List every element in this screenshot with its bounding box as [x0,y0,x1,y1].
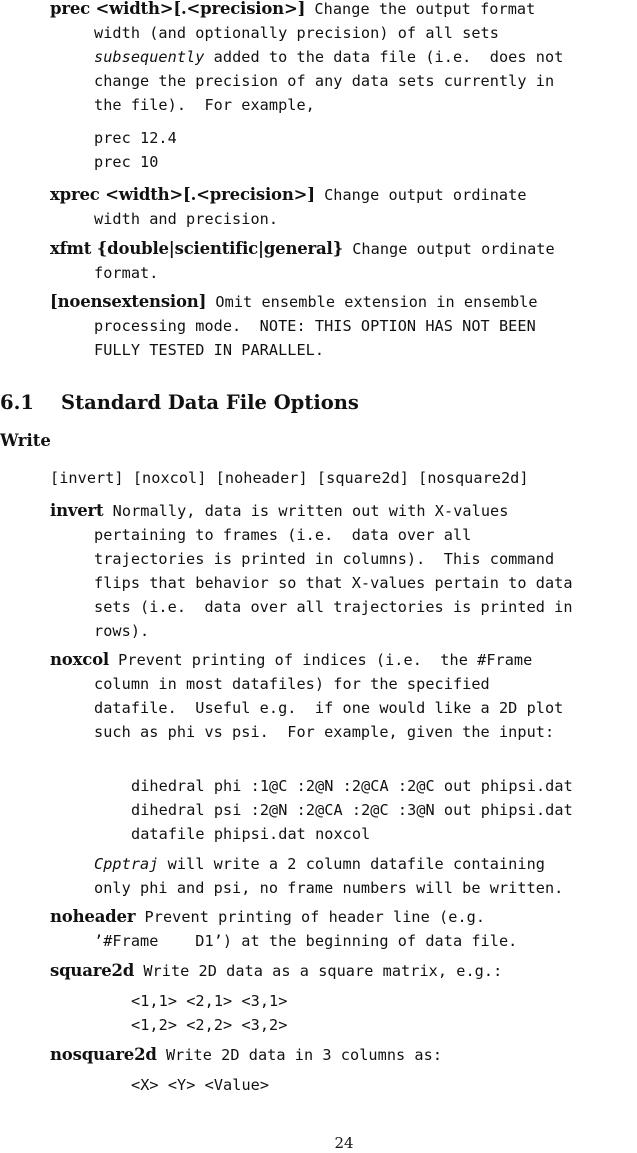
noensextension-desc-line: FULLY TESTED IN PARALLEL. [94,341,325,359]
invert-desc-line: Normally, data is written out with X-values [103,502,509,520]
prec-desc-line: Change the output format [305,0,536,18]
prec-example: prec 12.4 [94,129,177,147]
noxcol-code-line: datafile phipsi.dat noxcol [131,825,371,843]
square2d-entry-line-1 [50,959,502,983]
square2d-code-line: <1,1> <2,1> <3,1> [131,992,288,1010]
xfmt-desc-line: Change output ordinate [343,240,555,258]
noxcol-desc-line: column in most datafiles) for the specified [94,675,490,693]
prec-term: prec <width>[.<precision>] [50,0,306,18]
prec-desc-text: added to the data file (i.e. does not [204,48,564,66]
prec-emphasis: subsequently [94,48,205,66]
xprec-desc-line: Change output ordinate [314,186,527,204]
noxcol-desc-line: Prevent printing of indices (i.e. the #Frame [108,651,533,669]
section-title: Standard Data File Options [61,391,359,414]
nosquare2d-code-line: <X> <Y> <Value> [131,1076,270,1094]
page-number: 24 [334,1134,354,1152]
noxcol-code-line: dihedral psi :2@N :2@CA :2@C :3@N out phipsi.dat [131,801,573,819]
square2d-desc-line: Write 2D data as a square matrix, e.g.: [134,962,503,980]
prec-entry-line-1 [50,0,535,21]
invert-desc-line: trajectories is printed in columns). This command [94,550,555,568]
noxcol-desc-line: datafile. Useful e.g. if one would like a 2D plot [94,699,564,717]
prec-desc-line: width (and optionally precision) of all sets [94,24,499,42]
xfmt-term: xfmt {double|scientific|general} [50,239,344,258]
noensextension-desc-line: Omit ensemble extension in ensemble [206,293,538,311]
xfmt-desc-line: format. [94,264,159,282]
noheader-term: noheader [50,907,136,926]
noheader-desc-line: ’#Frame D1’) at the beginning of data file. [94,932,518,950]
write-syntax: [invert] [noxcol] [noheader] [square2d] [nosquare2d] [50,469,529,487]
noxcol-desc-line: such as phi vs psi. For example, given the input: [94,723,555,741]
write-heading: Write [0,431,51,450]
noxcol-after-line [94,852,545,876]
noxcol-after-line: only phi and psi, no frame numbers will be written. [94,879,564,897]
xprec-entry-line-1 [50,183,527,207]
noensextension-desc-line: processing mode. NOTE: THIS OPTION HAS NOT BEEN [94,317,536,335]
prec-example: prec 10 [94,153,159,171]
noxcol-program-name: Cpptraj [94,855,159,873]
nosquare2d-term: nosquare2d [50,1045,157,1064]
invert-entry-line-1 [50,499,508,523]
invert-desc-line: sets (i.e. data over all trajectories is printed in [94,598,573,616]
nosquare2d-entry-line-1 [50,1043,442,1067]
noensextension-term: [noensextension] [50,292,207,311]
invert-desc-line: pertaining to frames (i.e. data over all [94,526,472,544]
invert-desc-line: flips that behavior so that X-values pertain to data [94,574,573,592]
noxcol-after-text: will write a 2 column datafile containing [158,855,545,873]
invert-term: invert [50,501,104,520]
noxcol-entry-line-1 [50,648,532,672]
invert-desc-line: rows). [94,622,150,640]
section-number: 6.1 [0,391,34,414]
nosquare2d-desc-line: Write 2D data in 3 columns as: [156,1046,443,1064]
noxcol-code-line: dihedral phi :1@C :2@N :2@CA :2@C out phipsi.dat [131,777,573,795]
noensextension-entry-line-1 [50,290,538,314]
prec-desc-line [94,45,563,69]
section-heading [0,390,359,416]
noxcol-term: noxcol [50,650,109,669]
prec-desc-line: the file). For example, [94,96,315,114]
xfmt-entry-line-1 [50,237,555,261]
square2d-code-line: <1,2> <2,2> <3,2> [131,1016,288,1034]
prec-desc-line: change the precision of any data sets currently in [94,72,555,90]
xprec-term: xprec <width>[.<precision>] [50,185,315,204]
noheader-entry-line-1 [50,905,485,929]
noheader-desc-line: Prevent printing of header line (e.g. [135,908,486,926]
xprec-desc-line: width and precision. [94,210,279,228]
square2d-term: square2d [50,961,135,980]
